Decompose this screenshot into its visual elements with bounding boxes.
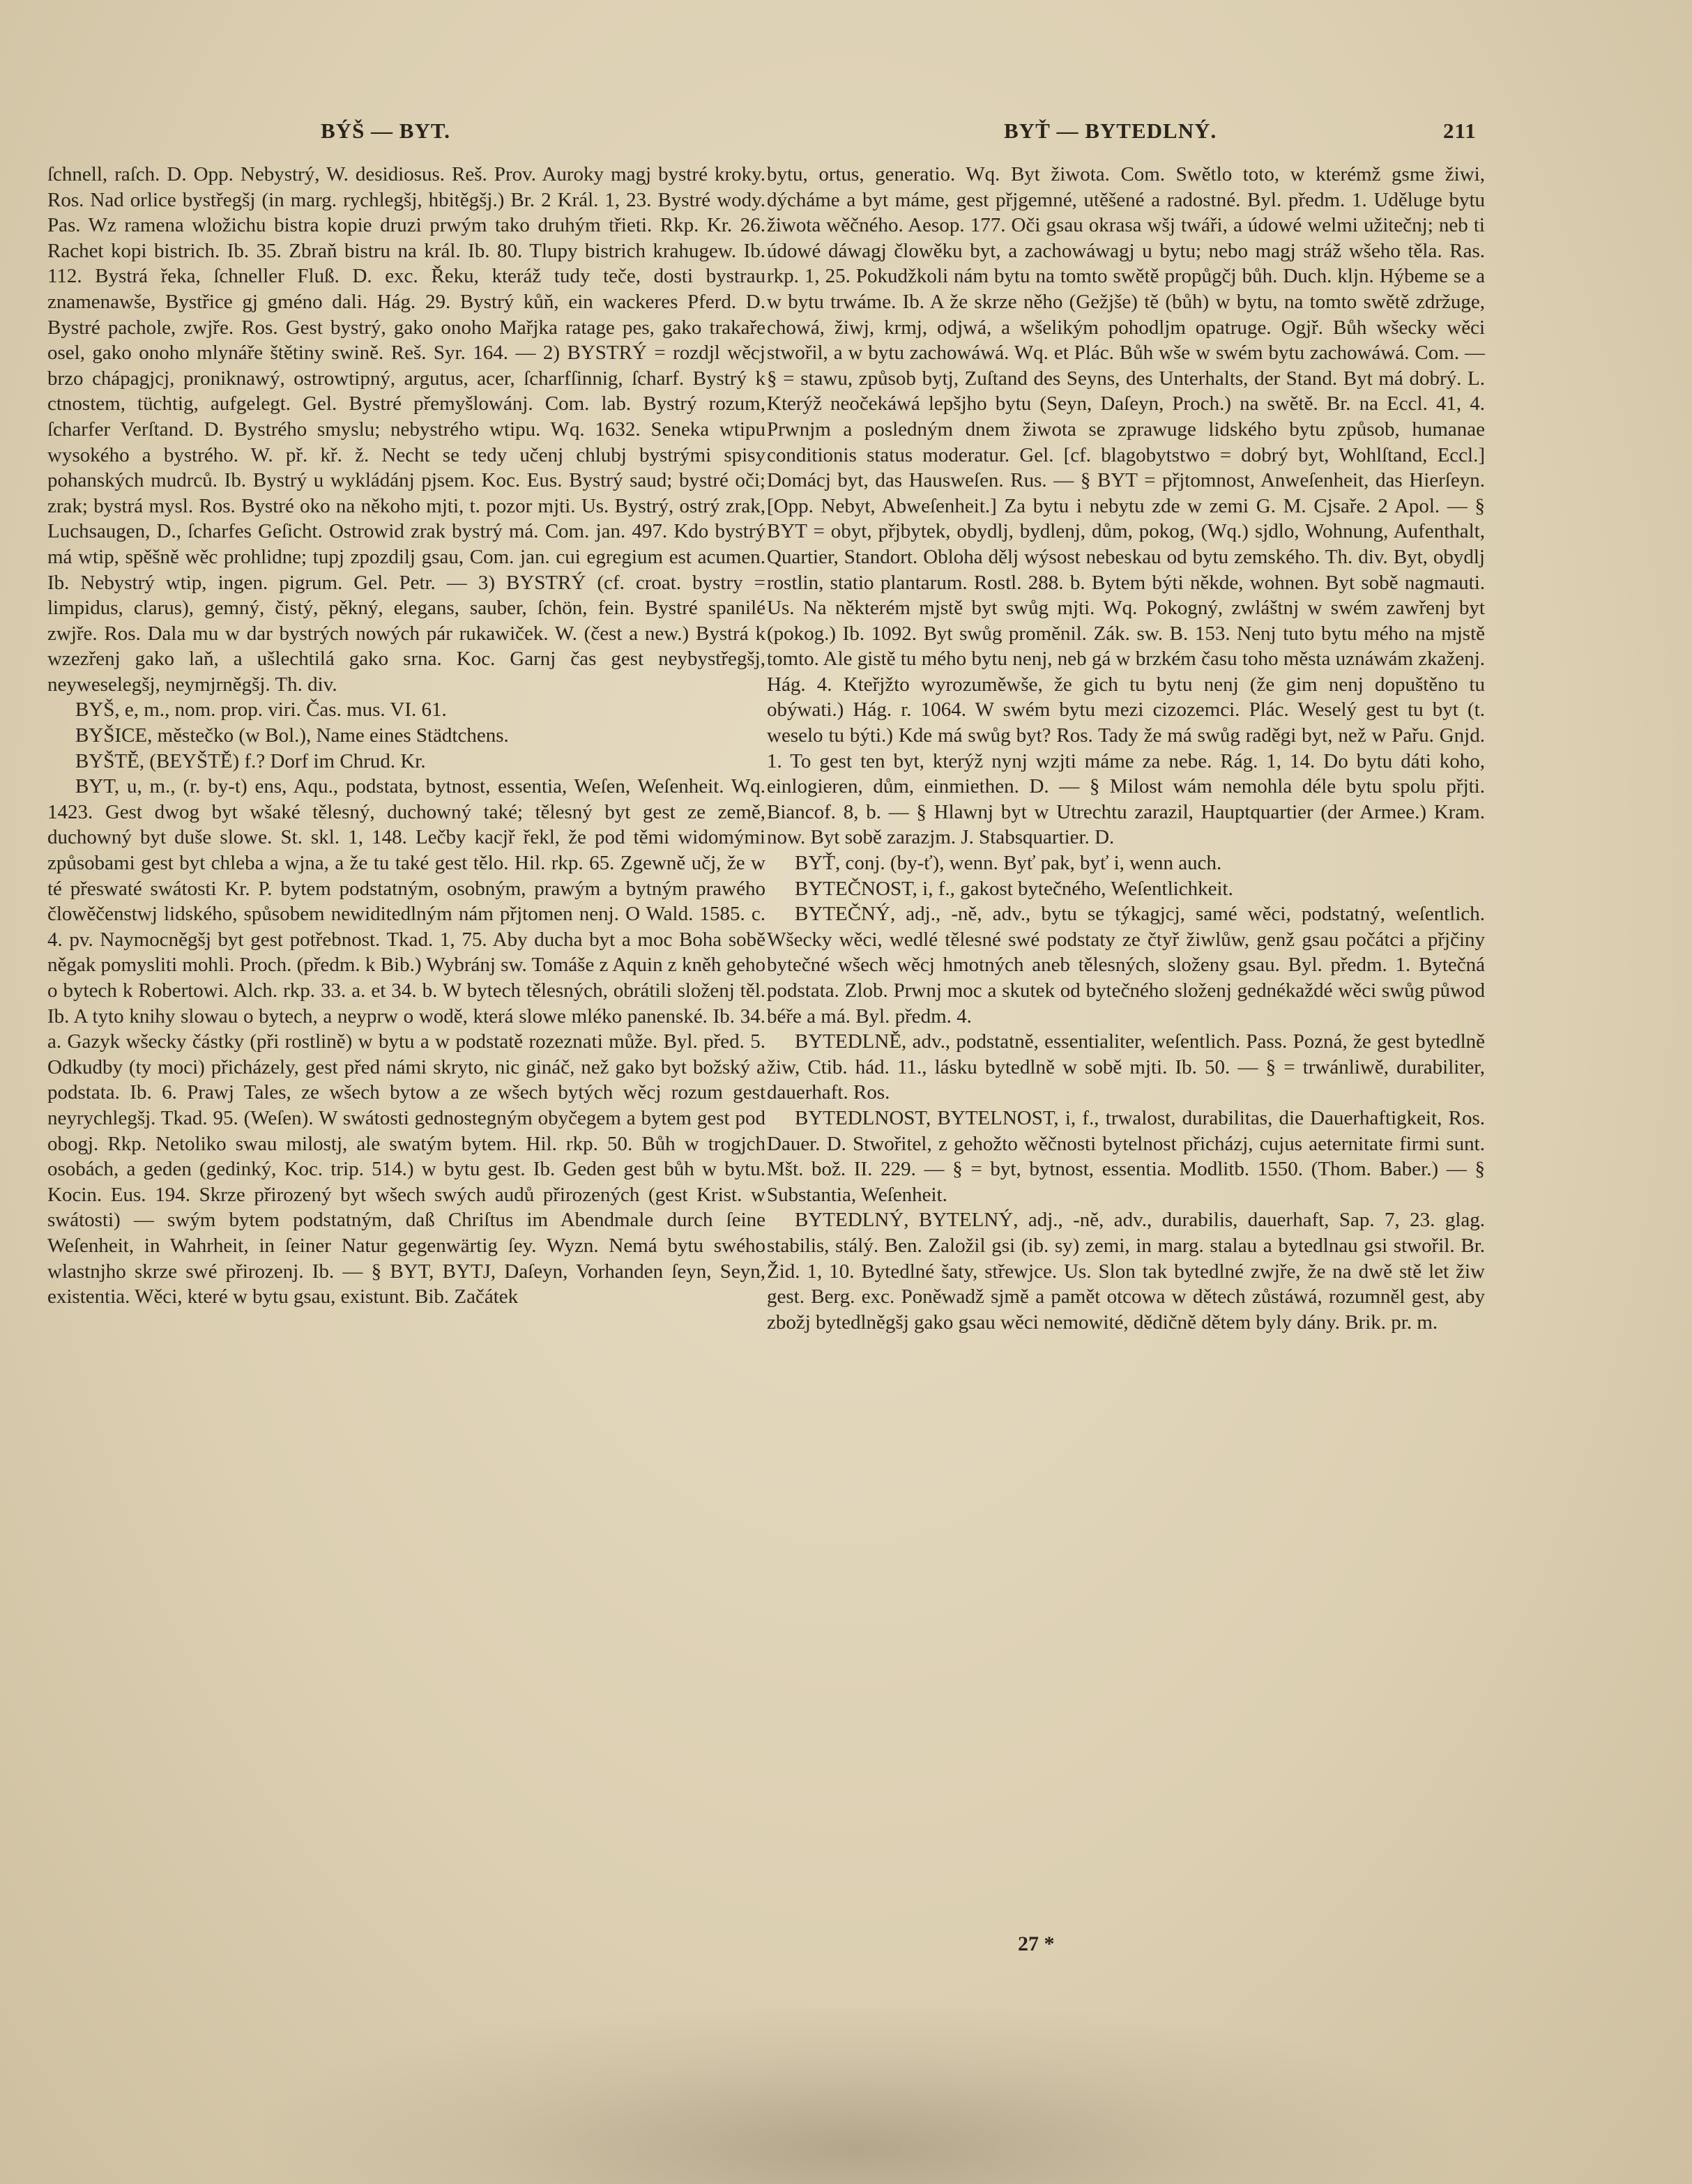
entry-bystry-continued: ſchnell, raſch. D. Opp. Nebystrý, W. desidiosus. Reš. Prov. Auroky magj bystré kroky. Ros. Nad orlice bystřegšj (in marg. rychlegšj, hbitěgšj.) Br. 2 Král. 1, 23. Bystré wody. Pas. Wz ramena wložichu bistra kopie druzi prwým tako druhým třieti. Rkp. Kr. 26. Rachet kopi bistrich. Ib. 35. Zbraň bistru na král. Ib. 80. Tlupy bistrich krahugew. Ib. 112. Bystrá řeka, ſchneller Fluß. D. exc. Řeku, kteráž tudy teče, dosti bystrau znamenawše, Bystřice gj gméno dali. Hág. 29. Bystrý kůň, ein wackeres Pferd. D. Bystré pachole, zwjře. Ros. Gest bystrý, gako onoho Mařjka ratage pes, gako trakaře osel, gako onoho mlynáře štětiny swině. Reš. Syr. 164. — 2) BYSTRÝ = rozdjl wěcj brzo chápagjcj, proniknawý, ostrowtipný, argutus, acer, ſcharfſinnig, ſcharf. Bystrý k ctnostem, tüchtig, aufgelegt. Gel. Bystré přemyšlowánj. Com. lab. Bystrý rozum, ſcharfer Verſtand. D. Bystrého smyslu; nebystrého wtipu. Wq. 1632. Seneka wtipu wysokého a bystrého. W. př. kř. ž. Necht se tedy učenj chlubj bystrými spisy pohanských mudrců. Ib. Bystrý u wykládánj pjsem. Koc. Eus. Bystrý saud; bystré oči; zrak; bystrá mysl. Ros. Bystré oko na někoho mjti, t. pozor mjti. Us. Bystrý, ostrý zrak, Luchsaugen, D., ſcharfes Geſicht. Ostrowid zrak bystrý má. Com. jan. 497. Kdo bystrý má wtip, spěšně wěc prohlidne; tupj zpozdilj gsau, Com. jan. cui egregium est acumen. Ib. Nebystrý wtip, ingen. pigrum. Gel. Petr. — 3) BYSTRÝ (cf. croat. bystry = limpidus, clarus), gemný, čistý, pěkný, elegans, sauber, ſchön, fein. Bystré spanilé zwjře. Ros. Dala mu w dar bystrých nowých pár rukawiček. W. (čest a new.) Bystrá k wzezřenj gako laň, a ušlechtilá gako srna. Koc. Garnj čas gest neybystřegšj, neyweselegšj, neymjrněgšj. Th. div. — [47, 163, 765, 696]
paper-stain — [265, 2008, 1450, 2184]
entry-bytecnost: BYTEČNOST, i, f., gakost bytečného, Weſentlichkeit. — [795, 877, 1233, 900]
left-running-head: BÝŠ — BYT. — [321, 119, 450, 143]
right-column — [767, 162, 1485, 1335]
entry-bytecny: BYTEČNÝ, adj., -ně, adv., bytu se týkagjcj, samé wěci, podstatný, weſentlich. Wšecky wěci, wedlé tělesné swé podstaty ze čtyř žiwlůw, genž gsau počátci a přjčiny bytečné wšech wěcj hmotných aneb tělesných, složeny gsau. Byl. předm. 1. Bytečná podstata. Zlob. Prwnj moc a skutek od bytečného složenj gednékaždé wěci swůg půwod béře a má. Byl. předm. 4. — [767, 903, 1485, 1028]
entry-bytedlne: BYTEDLNĚ, adv., podstatně, essentialiter, weſentlich. Pass. Pozná, že gest bytedlně žiw, Ctib. hád. 11., lásku bytedlně w sobě mjti. Ib. 50. — § = trwánliwě, durabiliter, dauerhaft. Ros. — [767, 1030, 1485, 1104]
entry-byt-conj: BYŤ, conj. (by-ť), wenn. Byť pak, byť i, wenn auch. — [795, 852, 1222, 875]
entry-byt: BYT, u, m., (r. by-t) ens, Aqu., podstata, bytnost, essentia, Weſen, Weſenheit. Wq. 1423. Gest dwog byt wšaké tělesný, duchowný také; tělesný byt gest ze země, duchowný byt duše slowe. St. skl. 1, 148. Lečby kacjř řekl, že pod těmi widomými způsobami gest byt chleba a wjna, a že tu také gest tělo. Hil. rkp. 65. Zgewně učj, že w té přeswaté swátosti Kr. P. bytem podstatným, osobným, prawým a bytným prawého člowěčenstwj lidského, spůsobem newiditedlným nám přjtomen nenj. O Wald. 1585. c. 4. pv. Naymocněgšj byt gest potřebnost. Tkad. 1, 75. Aby ducha byt a moc Boha sobě něgak pomysliti mohli. Proch. (předm. k Bib.) Wybránj sw. Tomáše z Aquin z kněh geho o bytech k Robertowi. Alch. rkp. 33. a. et 34. b. W bytech tělesných, obrátili složenj těl. Ib. A tyto knihy slowau o bytech, a neyprw o wodě, která slowe mléko panenské. Ib. 34. a. Gazyk wšecky částky (při rostlině) w bytu a w podstatě rozeznati může. Byl. před. 5. Odkudby (ty moci) přicházely, gest před námi skryto, nic gináč, než gako byt božský a podstata. Ib. 6. Prawj Tales, ze wšech bytow a ze wšech bytých wěcj rozum gest neyrychlegšj. Tkad. 95. (Weſen). W swátosti gednostegným obyčegem a bytem gest pod obogj. Rkp. Netoliko swau milostj, ale swatým bytem. Hil. rkp. 50. Bůh w trogjch osobách, a geden (gedinký, Koc. trip. 514.) w bytu gest. Ib. Geden gest bůh w bytu. Kocin. Eus. 194. Skrze přirozený byt wšech swých audů přirozených (gest Krist. w swátosti) — swým bytem podstatným, daß Chriſtus im Abendmale durch ſeine Weſenheit, in Wahrheit, in ſeiner Natur gegenwärtig ſey. Wyzn. Nemá bytu swého wlastnjho skrze swé přirozenj. Ib. — § BYT, BYTJ, Daſeyn, Vorhanden ſeyn, Seyn, existentia. Wěci, které w bytu gsau, existunt. Bib. Začátek — [47, 775, 765, 1308]
entry-byste: BYŠTĚ, (BEYŠTĚ) f.? Dorf im Chrud. Kr. — [75, 749, 426, 772]
entry-byt-continued: bytu, ortus, generatio. Wq. Byt žiwota. Com. Swětlo toto, w kterémž gsme žiwi, dýcháme a byt máme, gest přjgemné, utěšené a radostné. Byl. předm. 1. Uděluge bytu žiwota wěčného. Aesop. 177. Oči gsau okrasa wšj twáři, a údowé welmi užitečnj; neb ti údowé dáwagj člowěku byt, a zachowáwagj u bytu; nebo magj stráž wšeho těla. Ras. rkp. 1, 25. Pokudžkoli nám bytu na tomto swětě propůgčj bůh. Duch. kljn. Hýbeme se a w bytu trwáme. Ib. A že skrze něho (Gežjše) tě (bůh) w bytu, na tomto swětě zdržuge, chowá, žiwj, krmj, odjwá, a wšelikým pohodljm opatruge. Ogjř. Bůh wšecky wěci stwořil, a w bytu zachowáwá. Wq. et Plác. Bůh wše w swém bytu zachowáwá. Com. — § = stawu, způsob bytj, Zuſtand des Seyns, des Unterhalts, der Stand. Byt má dobrý. L. Kterýž neočekáwá lepšjho bytu (Seyn, Daſeyn, Proch.) na swětě. Br. na Eccl. 41, 4. Prwnjm a posledným dnem žiwota se zprawuge lidského bytu způsob, humanae conditionis status moderatur. Gel. [cf. blagobytstwo = dobrý byt, Wohlſtand, Eccl.] Domácj byt, das Hausweſen. Rus. — § BYT = přjtomnost, Anweſenheit, das Hierſeyn. [Opp. Nebyt, Abweſenheit.] Za bytu i nebytu zde w zemi G. M. Cjsaře. 2 Apol. — § BYT = obyt, přjbytek, obydlj, bydlenj, dům, pokog, (Wq.) sjdlo, Wohnung, Aufenthalt, Quartier, Standort. Obloha dělj wýsost nebeskau od bytu zemského. Th. div. Byt, obydlj rostlin, statio plantarum. Rostl. 288. b. Bytem býti někde, wohnen. Byt sobě nagmauti. Us. Na některém mjstě byt swůg mjti. Wq. Pokogný, zwláštnj w swém zawřenj byt (pokog.) Ib. 1092. Byt swůg proměnil. Zák. sw. B. 153. Nenj tuto bytu mého na mjstě tomto. Ale gistě tu mého bytu nenj, neb gá w brzkém času toho města uznáwám zkaženj. Hág. 4. Kteřjžto wyrozuměwše, že gich tu bytu nenj (že gim nenj dopuštěno tu obýwati.) Hág. r. 1064. W swém bytu mezi cizozemci. Plác. Weselý gest tu byt (t. weselo tu býti.) Kde má swůg byt? Ros. Tady že má swůg raděgi byt, než w Pařu. Gnjd. 1. To gest ten byt, kterýž nynj wzjti máme za nebe. Rág. 1, 14. Do bytu dáti koho, einlogieren, dům, einmiethen. D. — § Milost wám nemohla déle bytu spolu přjti. Biancof. 8, b. — § Hlawnj byt w Utrechtu zarazil, Hauptquartier (der Armee.) Kram. now. Byt sobě zarazjm. J. Stabsquartier. D. — [767, 163, 1485, 849]
entry-bytedlny: BYTEDLNÝ, BYTELNÝ, adj., -ně, adv., durabilis, dauerhaft, Sap. 7, 23. glag. stabilis, stálý. Ben. Založil gsi (ib. sy) zemi, in marg. stalau a bytedlnau gsi stwořil. Br. Žid. 1, 10. Bytedlné šaty, střewjce. Us. Slon tak bytedlné zwjře, že na dwě stě let žiw gest. Berg. exc. Poněwadž sjmě a pamět otcowa w dětech zůstáwá, rozumněl gest, aby zbožj bytedlněgšj gako gsau wěci nemowité, dědičně dětem byly dány. Brik. pr. m. — [767, 1209, 1485, 1334]
left-column — [47, 162, 765, 1310]
page-number: 211 — [1443, 119, 1477, 143]
entry-bysice: BYŠICE, městečko (w Bol.), Name eines Städtchens. — [75, 724, 509, 747]
entry-bytedlnost: BYTEDLNOST, BYTELNOST, i, f., trwalost, durabilitas, die Dauerhaftigkeit, Ros. Dauer. D. Stwořitel, z gehožto wěčnosti bytelnost přicházj, cujus aeternitate firmi sunt. Mšt. bož. II. 229. — § = byt, bytnost, essentia. Modlitb. 1550. (Thom. Baber.) — § Substantia, Weſenheit. — [767, 1106, 1485, 1206]
right-running-head: BYŤ — BYTEDLNÝ. — [1004, 119, 1217, 143]
page-header — [0, 112, 1692, 153]
signature-mark: 27 * — [1018, 1932, 1055, 1955]
entry-bys: BYŠ, e, m., nom. prop. viri. Čas. mus. VI. 61. — [75, 698, 447, 721]
